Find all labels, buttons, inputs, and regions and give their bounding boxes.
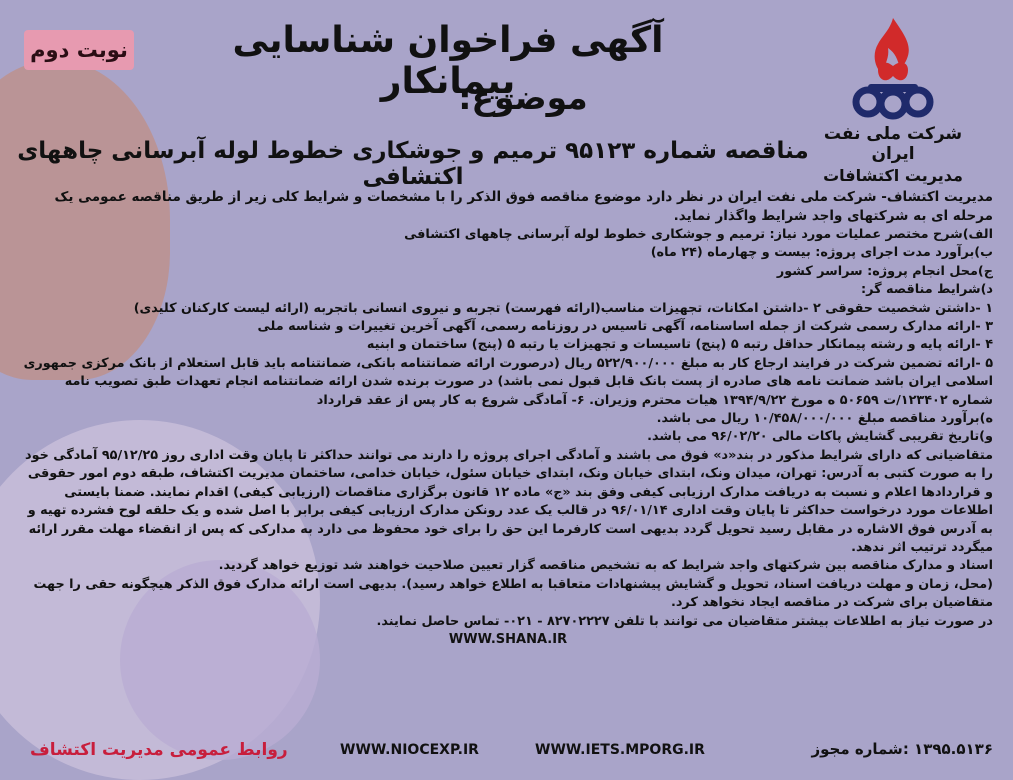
public-relations-label: روابط عمومی مدیریت اکتشاف — [30, 740, 288, 760]
condition-1-2: ۱ -داشتن شخصیت حقوقی ۲ -داشتن امکانات، تجهیزات مناسب(ارائه فهرست) تجربه و نیروی انسانی باتجربه (ارائه لیست کارکنان کلیدی) — [133, 300, 993, 316]
permit-number — [812, 740, 993, 758]
company-logo — [813, 10, 973, 185]
intro-paragraph: مدیریت اکتشاف- شرکت ملی نفت ایران در نظر دارد موضوع مناقصه فوق الذکر را با مشخصات و شرایط کلی زیر از طریق مناقصه عمومی یک مرحله ای به شرکتهای واجد شرایط واگذار نماید. — [54, 189, 993, 224]
shana-link[interactable]: WWW.SHANA.IR — [448, 631, 568, 647]
company-name: شرکت ملی نفت ایران — [823, 124, 963, 164]
clause-a: الف)شرح مختصر عملیات مورد نیاز: ترمیم و جوشکاری خطوط لوله آبرسانی چاههای اکتشافی — [404, 227, 993, 242]
contact-paragraph: در صورت نیاز به اطلاعات بیشتر متقاضیان می توانند با تلفن ۸۲۷۰۲۲۲۷ - ۰۲۱- تماس حاصل نمایند. — [376, 613, 993, 629]
department-name: مدیریت اکتشافات — [823, 166, 963, 185]
tender-heading: مناقصه شماره ۹۵۱۲۳ ترمیم و جوشکاری خطوط لوله آبرسانی چاههای اکتشافی — [17, 138, 809, 190]
ad-title: آگهی فراخوان شناسایی پیمانکار — [232, 20, 664, 102]
niocexp-link[interactable]: WWW.NIOCEXP.IR — [340, 742, 479, 758]
subject-label: موضوع: — [458, 78, 588, 117]
condition-5-6: ۵ -ارائه تضمین شرکت در فرایند ارجاع کار به مبلغ ۵۲۲/۹۰۰/۰۰۰ ریال (درصورت ارائه ضمانتنامه بانکی، ضمانتنامه باید قابل استعلام از بانک مرکزی جمهوری اسلامی ایران باشد ضمانت نامه های صادره از پست بانک قابل قبول نمی باشد) در صورت برنده شدن ارائه ضمانتنامه انجام تعهدات طبق تصویب نامه شماره ۱۲۳۴۰۲/ت ۵۰۶۵۹ ه مورخ ۱۳۹۴/۹/۲۲ هیات محترم وزیران. ۶- آمادگی شروع به کار پس از عقد قرارداد — [23, 355, 993, 408]
condition-4: ۴ -ارائه پایه و رشته پیمانکار حداقل رتبه ۵ (پنج) تاسیسات و تجهیزات یا رتبه ۵ (پنج) ساختمان و ابنیه — [366, 337, 993, 353]
second-round-badge: نوبت دوم — [24, 30, 134, 70]
clause-f: و)تاریخ تقریبی گشایش پاکات مالی ۹۶/۰۲/۲۰ می باشد. — [647, 429, 993, 445]
ad-body — [23, 188, 993, 649]
permit-value: ۱۳۹۵.۵۱۳۶ — [914, 740, 993, 758]
clause-d: د)شرایط مناقصه گر: — [861, 282, 993, 298]
clause-e: ه)برآورد مناقصه مبلغ ۱۰/۴۵۸/۰۰۰/۰۰۰ ریال می باشد. — [656, 411, 993, 427]
footer — [10, 734, 993, 760]
notice-paragraph: (محل، زمان و مهلت دریافت اسناد، تحویل و گشایش پیشنهادات متعاقبا به اطلاع خواهد رسید). بدیهی است ارائه مدارک فوق الذکر هیچگونه حقی را جهت متقاضیان برای شرکت در مناقصه ایجاد نخواهد کرد. — [33, 576, 993, 611]
clause-c: ج)محل انجام پروژه: سراسر کشور — [776, 263, 993, 279]
clause-b: ب)برآورد مدت اجرای پروژه: بیست و چهارماه (۲۴ ماه) — [650, 245, 993, 261]
iets-link[interactable]: WWW.IETS.MPORG.IR — [535, 742, 705, 758]
nioc-flame-logo-icon — [838, 10, 948, 120]
permit-label: شماره مجوز: — [811, 740, 909, 758]
instructions-paragraph: متقاضیانی که دارای شرایط مذکور در بند«د» فوق می باشند و آمادگی اجرای پروژه را دارند می توانند حداکثر تا پایان وقت اداری روز ۹۵/۱۲/۲۵ آمادگی خود را به صورت کتبی به آدرس: تهران، میدان ونک، ابتدای خیابان ونک، ابتدای خیابان سئول، خیابان خدامی، ساختمان مدیریت اکتشاف، طبقه دوم امور حقوقی و قراردادها اعلام و نسبت به دریافت مدارک ارزیابی کیفی وفق بند «ج» ماده ۱۲ قانون برگزاری مناقصات (ارزیابی کیفی) اقدام نمایند. ضمنا بایستی اطلاعات مورد درخواست حداکثر تا پایان وقت اداری ۹۶/۰۱/۱۴ در قالب یک عدد رونکن مدارک ارزیابی کیفی برابر با اصل شده و یک حلقه لوح فشرده تهیه و به آدرس فوق الاشاره در مقابل رسید تحویل گردد بدیهی است کارفرما این حق را برای خود محفوظ می دارد به مدارکی که پس از انقضاء مهلت مقرر ارائه میگردد ترتیب اثر ندهد. — [25, 447, 993, 555]
distribution-paragraph: اسناد و مدارک مناقصه بین شرکتهای واجد شرایط که به تشخیص مناقصه گزار تعیین صلاحیت خواهند شد توزیع خواهد گردید. — [218, 558, 993, 574]
condition-3: ۳ -ارائه مدارک رسمی شرکت از جمله اساسنامه، آگهی تاسیس در روزنامه رسمی، آگهی آخرین تغییرات و شناسه ملی — [257, 319, 993, 335]
